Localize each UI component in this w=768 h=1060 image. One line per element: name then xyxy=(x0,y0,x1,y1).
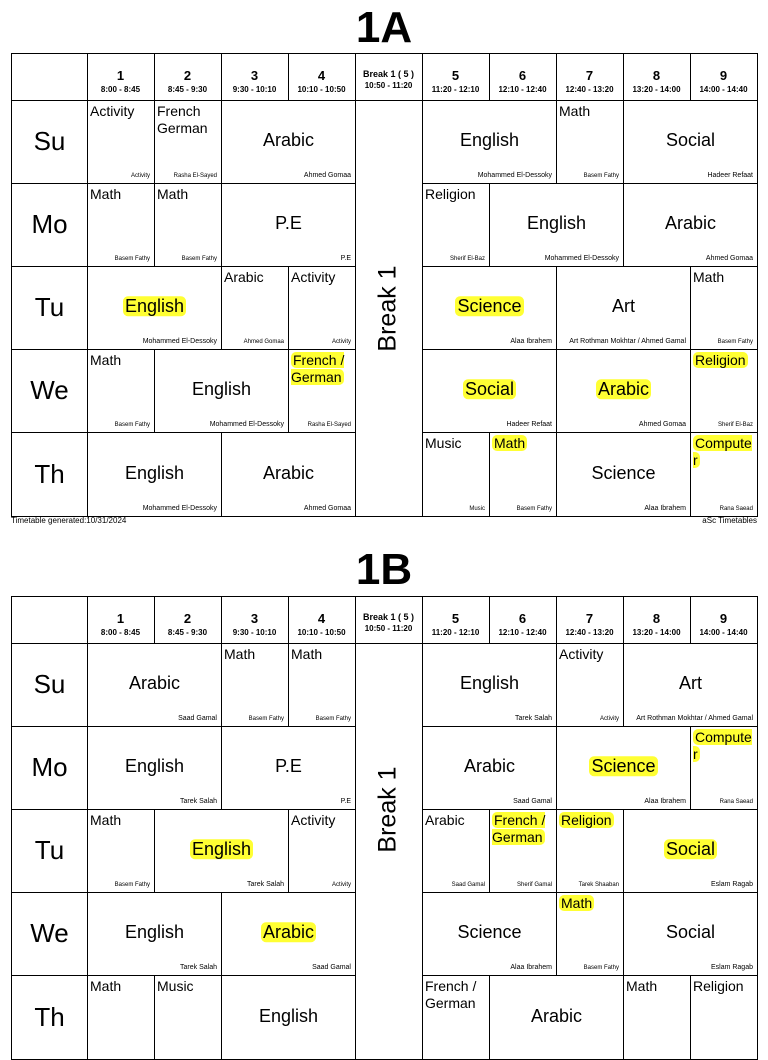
lesson-cell[interactable] xyxy=(557,810,623,892)
lesson-teacher: Basem Fathy xyxy=(248,716,284,722)
lesson-cell[interactable] xyxy=(423,350,556,432)
lesson-cell[interactable] xyxy=(423,267,556,349)
lesson-cell[interactable] xyxy=(423,893,556,975)
lesson-cell[interactable] xyxy=(222,433,355,516)
lesson-cell[interactable] xyxy=(624,976,690,1059)
lesson-subject: Arabic xyxy=(597,379,650,400)
day-label: Tu xyxy=(34,835,65,865)
lesson-teacher: Saad Gamal xyxy=(312,964,351,971)
lesson-cell[interactable] xyxy=(624,101,757,183)
lesson-subject: English xyxy=(526,213,587,234)
period-header: 4 10:10 - 10:50 xyxy=(297,611,346,637)
lesson-teacher: Tarek Salah xyxy=(180,964,217,971)
period-header: 1 8:00 - 8:45 xyxy=(100,68,141,94)
lesson-cell[interactable] xyxy=(88,184,154,266)
lesson-subject: English xyxy=(124,922,185,943)
lesson-teacher: Basem Fathy xyxy=(315,716,351,722)
lesson-subject: French / German xyxy=(492,812,546,845)
period-header: 9 14:00 - 14:40 xyxy=(699,68,748,94)
lesson-cell[interactable] xyxy=(423,433,489,516)
timetable-title: 1A xyxy=(355,3,413,52)
lesson-teacher: Basem Fathy xyxy=(114,256,150,262)
day-label: We xyxy=(30,918,69,948)
lesson-teacher: P.E xyxy=(340,798,351,805)
lesson-subject: French / German xyxy=(291,352,345,385)
lesson-subject: Math xyxy=(291,646,323,662)
lesson-teacher: Basem Fathy xyxy=(181,256,217,262)
lesson-teacher: Tarek Salah xyxy=(247,881,284,888)
break-label: Break 1 xyxy=(373,765,402,853)
lesson-cell[interactable] xyxy=(624,644,757,726)
lesson-teacher: Basem Fathy xyxy=(583,965,619,971)
lesson-subject: Activity xyxy=(291,269,336,285)
lesson-subject: French / German xyxy=(425,978,477,1011)
lesson-subject: English xyxy=(258,1005,319,1026)
lesson-cell[interactable] xyxy=(88,727,221,809)
day-label: Su xyxy=(33,126,66,156)
lesson-cell[interactable] xyxy=(691,976,757,1059)
lesson-subject: Math xyxy=(90,812,122,828)
timetable-grid xyxy=(11,596,758,1060)
lesson-teacher: Activity xyxy=(331,882,351,888)
lesson-teacher: Eslam Ragab xyxy=(710,881,753,888)
period-header: 7 12:40 - 13:20 xyxy=(565,68,614,94)
lesson-subject: Art xyxy=(678,673,702,694)
footer-brand: aSc Timetables xyxy=(702,516,757,525)
lesson-cell[interactable] xyxy=(423,101,556,183)
lesson-cell[interactable] xyxy=(222,184,355,266)
lesson-cell[interactable] xyxy=(155,184,221,266)
lesson-subject: Math xyxy=(494,435,526,451)
timetable-title: 1B xyxy=(355,545,413,594)
day-label: Th xyxy=(34,458,65,489)
lesson-subject: Activity xyxy=(559,646,604,662)
lesson-subject: Science xyxy=(591,462,656,483)
lesson-subject: Compute r xyxy=(693,729,752,762)
break-label: Break 1 xyxy=(373,264,402,352)
lesson-subject: Arabic xyxy=(664,213,717,234)
period-header: 6 12:10 - 12:40 xyxy=(498,68,547,94)
lesson-subject: Math xyxy=(561,895,593,911)
lesson-cell[interactable] xyxy=(691,433,757,516)
lesson-teacher: Rana Saead xyxy=(719,506,753,512)
lesson-subject: Art xyxy=(611,296,635,317)
lesson-teacher: P.E xyxy=(340,255,351,262)
lesson-cell[interactable] xyxy=(222,267,288,349)
lesson-subject: English xyxy=(124,462,185,483)
lesson-teacher: Rana Saead xyxy=(719,799,753,805)
lesson-teacher: Mohammed El-Dessoky xyxy=(477,172,552,179)
lesson-subject: Arabic xyxy=(224,269,264,285)
lesson-cell[interactable] xyxy=(222,727,355,809)
lesson-cell[interactable] xyxy=(691,727,757,809)
period-header: 3 9:30 - 10:10 xyxy=(232,68,277,94)
lesson-subject: Activity xyxy=(291,812,336,828)
lesson-cell[interactable] xyxy=(557,350,690,432)
lesson-subject: Arabic xyxy=(530,1005,583,1026)
lesson-teacher: Ahmed Gomaa xyxy=(303,172,351,179)
lesson-cell[interactable] xyxy=(624,184,757,266)
lesson-subject: Religion xyxy=(561,812,612,828)
lesson-cell[interactable] xyxy=(423,727,556,809)
lesson-cell[interactable] xyxy=(691,350,757,432)
period-header: 5 11:20 - 12:10 xyxy=(431,611,480,637)
period-header: 9 14:00 - 14:40 xyxy=(699,611,748,637)
lesson-subject: Social xyxy=(665,130,716,151)
lesson-subject: English xyxy=(459,673,520,694)
lesson-teacher: Music xyxy=(469,506,485,512)
lesson-teacher: Ahmed Gomaa xyxy=(638,421,686,428)
lesson-subject: Math xyxy=(626,978,658,994)
lesson-subject: Arabic xyxy=(262,130,315,151)
lesson-subject: Math xyxy=(559,103,591,119)
lesson-cell[interactable] xyxy=(557,433,690,516)
lesson-subject: Science xyxy=(457,296,522,317)
lesson-subject: Math xyxy=(90,978,122,994)
lesson-cell[interactable] xyxy=(557,893,623,975)
lesson-teacher: Saad Gamal xyxy=(178,715,217,722)
lesson-teacher: Basem Fathy xyxy=(114,422,150,428)
lesson-subject: Arabic xyxy=(262,922,315,943)
day-label: We xyxy=(30,375,69,405)
lesson-subject: Compute r xyxy=(693,435,752,468)
timetable-grid xyxy=(11,53,758,517)
lesson-subject: Math xyxy=(693,269,725,285)
lesson-subject: Science xyxy=(457,922,522,943)
lesson-cell[interactable] xyxy=(155,350,288,432)
lesson-teacher: Art Rothman Mokhtar / Ahmed Gamal xyxy=(569,338,686,345)
lesson-teacher: Mohammed El-Dessoky xyxy=(209,421,284,428)
lesson-cell[interactable] xyxy=(88,976,154,1059)
lesson-cell[interactable] xyxy=(222,101,355,183)
lesson-teacher: Activity xyxy=(130,173,150,179)
lesson-subject: Social xyxy=(464,379,515,400)
lesson-subject: Math xyxy=(157,186,189,202)
lesson-teacher: Activity xyxy=(331,339,351,345)
lesson-teacher: Sherif Gamal xyxy=(516,882,552,888)
lesson-teacher: Ahmed Gomaa xyxy=(243,339,284,345)
lesson-teacher: Eslam Ragab xyxy=(710,964,753,971)
lesson-subject: English xyxy=(124,296,185,317)
lesson-teacher: Alaa Ibrahem xyxy=(510,964,552,971)
lesson-cell[interactable] xyxy=(155,101,221,183)
lesson-subject: Arabic xyxy=(262,462,315,483)
lesson-teacher: Alaa Ibrahem xyxy=(644,505,686,512)
lesson-subject: Music xyxy=(157,978,194,994)
lesson-cell[interactable] xyxy=(88,644,221,726)
lesson-teacher: Saad Gamal xyxy=(451,882,485,888)
lesson-teacher: Basem Fathy xyxy=(114,882,150,888)
period-header: 6 12:10 - 12:40 xyxy=(498,611,547,637)
lesson-cell[interactable] xyxy=(88,267,221,349)
lesson-subject: Arabic xyxy=(128,673,181,694)
lesson-teacher: Ahmed Gomaa xyxy=(705,255,753,262)
lesson-subject: P.E xyxy=(275,213,302,234)
lesson-cell[interactable] xyxy=(289,350,355,432)
lesson-subject: English xyxy=(459,130,520,151)
lesson-cell[interactable] xyxy=(88,893,221,975)
lesson-cell[interactable] xyxy=(289,267,355,349)
lesson-teacher: Basem Fathy xyxy=(717,339,753,345)
period-header: 2 8:45 - 9:30 xyxy=(167,68,208,94)
lesson-teacher: Mohammed El-Dessoky xyxy=(142,338,217,345)
lesson-cell[interactable] xyxy=(490,976,623,1059)
break-header: Break 1 ( 5 ) 10:50 - 11:20 xyxy=(362,612,415,633)
day-label: Tu xyxy=(34,292,65,322)
lesson-subject: English xyxy=(191,379,252,400)
lesson-subject: Activity xyxy=(90,103,135,119)
period-header: 5 11:20 - 12:10 xyxy=(431,68,480,94)
day-label: Mo xyxy=(31,752,68,782)
lesson-teacher: Rasha El-Sayed xyxy=(307,422,351,428)
lesson-cell[interactable] xyxy=(222,893,355,975)
lesson-teacher: Hadeer Refaat xyxy=(506,421,552,428)
lesson-subject: Math xyxy=(90,352,122,368)
lesson-teacher: Rasha El-Sayed xyxy=(173,173,217,179)
lesson-cell[interactable] xyxy=(423,184,489,266)
lesson-cell[interactable] xyxy=(88,810,154,892)
day-label: Mo xyxy=(31,209,68,239)
lesson-subject: Religion xyxy=(693,978,744,994)
lesson-subject: French German xyxy=(157,103,208,136)
lesson-cell[interactable] xyxy=(557,644,623,726)
lesson-teacher: Mohammed El-Dessoky xyxy=(142,505,217,512)
period-header: 3 9:30 - 10:10 xyxy=(232,611,277,637)
lesson-subject: English xyxy=(124,756,185,777)
lesson-teacher: Ahmed Gomaa xyxy=(303,505,351,512)
break-header: Break 1 ( 5 ) 10:50 - 11:20 xyxy=(362,69,415,90)
period-header: 4 10:10 - 10:50 xyxy=(297,68,346,94)
lesson-cell[interactable] xyxy=(624,893,757,975)
lesson-cell[interactable] xyxy=(624,810,757,892)
lesson-cell[interactable] xyxy=(557,267,690,349)
lesson-teacher: Sherif El-Baz xyxy=(717,422,753,428)
lesson-subject: Arabic xyxy=(463,756,516,777)
lesson-teacher: Activity xyxy=(599,716,619,722)
period-header: 7 12:40 - 13:20 xyxy=(565,611,614,637)
lesson-cell[interactable] xyxy=(557,727,690,809)
lesson-subject: Religion xyxy=(695,352,746,368)
lesson-subject: Music xyxy=(425,435,462,451)
lesson-teacher: Tarek Salah xyxy=(515,715,552,722)
lesson-teacher: Hadeer Refaat xyxy=(707,172,753,179)
lesson-teacher: Mohammed El-Dessoky xyxy=(544,255,619,262)
lesson-cell[interactable] xyxy=(88,350,154,432)
lesson-teacher: Basem Fathy xyxy=(516,506,552,512)
lesson-cell[interactable] xyxy=(490,433,556,516)
period-header: 2 8:45 - 9:30 xyxy=(167,611,208,637)
lesson-subject: Religion xyxy=(425,186,476,202)
footer-generated: Timetable generated:10/31/2024 xyxy=(11,516,127,525)
lesson-cell[interactable] xyxy=(88,101,154,183)
lesson-subject: English xyxy=(191,839,252,860)
lesson-cell[interactable] xyxy=(557,101,623,183)
lesson-subject: Social xyxy=(665,922,716,943)
lesson-cell[interactable] xyxy=(490,810,556,892)
day-label: Th xyxy=(34,1001,65,1032)
period-header: 8 13:20 - 14:00 xyxy=(632,611,681,637)
period-header: 1 8:00 - 8:45 xyxy=(100,611,141,637)
lesson-cell[interactable] xyxy=(289,810,355,892)
lesson-teacher: Alaa Ibrahem xyxy=(644,798,686,805)
lesson-teacher: Basem Fathy xyxy=(583,173,619,179)
lesson-cell[interactable] xyxy=(423,976,489,1059)
period-header: 8 13:20 - 14:00 xyxy=(632,68,681,94)
lesson-cell[interactable] xyxy=(222,644,288,726)
lesson-cell[interactable] xyxy=(423,810,489,892)
lesson-subject: Math xyxy=(90,186,122,202)
lesson-cell[interactable] xyxy=(490,184,623,266)
lesson-subject: Math xyxy=(224,646,256,662)
lesson-subject: Arabic xyxy=(425,812,465,828)
lesson-cell[interactable] xyxy=(88,433,221,516)
lesson-cell[interactable] xyxy=(289,644,355,726)
lesson-teacher: Sherif El-Baz xyxy=(449,256,485,262)
lesson-cell[interactable] xyxy=(222,976,355,1059)
lesson-subject: Science xyxy=(591,756,656,777)
day-label: Su xyxy=(33,669,66,699)
lesson-cell[interactable] xyxy=(155,810,288,892)
lesson-teacher: Art Rothman Mokhtar / Ahmed Gamal xyxy=(636,715,753,722)
lesson-cell[interactable] xyxy=(155,976,221,1059)
lesson-cell[interactable] xyxy=(691,267,757,349)
lesson-teacher: Alaa Ibrahem xyxy=(510,338,552,345)
lesson-teacher: Saad Gamal xyxy=(513,798,552,805)
lesson-teacher: Tarek Salah xyxy=(180,798,217,805)
lesson-teacher: Tarek Shaaban xyxy=(578,882,619,888)
lesson-subject: P.E xyxy=(275,756,302,777)
lesson-cell[interactable] xyxy=(423,644,556,726)
lesson-subject: Social xyxy=(665,839,716,860)
